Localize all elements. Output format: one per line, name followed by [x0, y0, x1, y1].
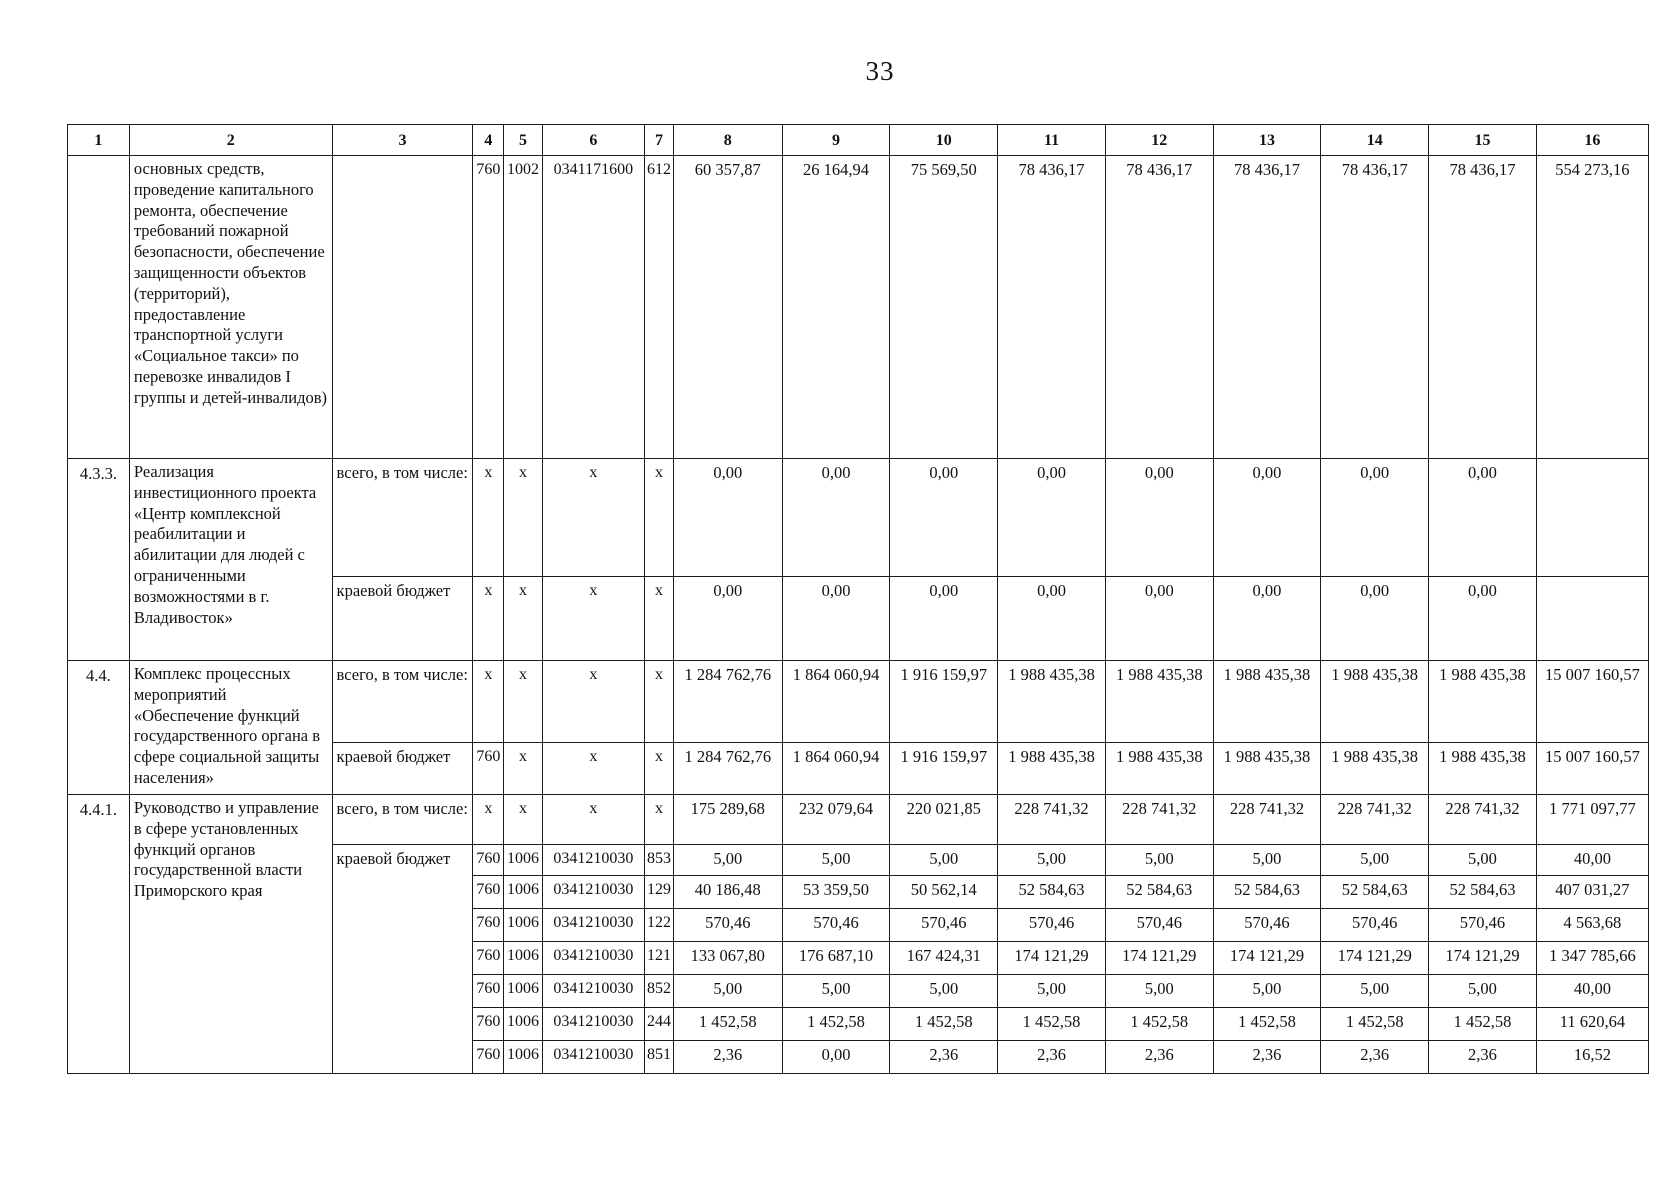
column-number: 4 [473, 125, 504, 156]
value-cell: 52 584,63 [1321, 876, 1429, 909]
value-cell: 0,00 [1213, 577, 1321, 661]
code-target: 0341210030 [542, 876, 644, 909]
value-cell: 167 424,31 [890, 942, 998, 975]
column-number: 8 [673, 125, 782, 156]
code-section: 1006 [504, 909, 542, 942]
code-grbs: 760 [473, 876, 504, 909]
value-cell: 0,00 [998, 577, 1106, 661]
value-cell: 570,46 [782, 909, 890, 942]
table-row [68, 795, 1649, 845]
value-cell: 1 988 435,38 [1429, 661, 1537, 743]
page-number: 33 [865, 56, 895, 86]
value-cell: 228 741,32 [1429, 795, 1537, 845]
value-cell: 2,36 [1429, 1041, 1537, 1074]
value-cell: 570,46 [673, 909, 782, 942]
value-total [1536, 577, 1648, 661]
value-cell: 133 067,80 [673, 942, 782, 975]
value-cell: 5,00 [1321, 845, 1429, 876]
value-cell: 228 741,32 [998, 795, 1106, 845]
value-cell: 570,46 [998, 909, 1106, 942]
table-row [68, 661, 1649, 743]
value-cell: 78 436,17 [1321, 156, 1429, 459]
value-cell: 2,36 [998, 1041, 1106, 1074]
value-cell: 60 357,87 [673, 156, 782, 459]
code-expense-type: x [645, 577, 674, 661]
value-cell: 1 284 762,76 [673, 743, 782, 795]
value-cell: 5,00 [890, 975, 998, 1008]
value-cell: 5,00 [673, 975, 782, 1008]
row-index: 4.3.3. [68, 459, 130, 661]
table-row [68, 156, 1649, 459]
code-grbs: 760 [473, 975, 504, 1008]
value-cell: 53 359,50 [782, 876, 890, 909]
value-cell: 1 988 435,38 [1321, 661, 1429, 743]
value-cell: 1 864 060,94 [782, 743, 890, 795]
code-section: x [504, 743, 542, 795]
funding-source: краевой бюджет [332, 845, 473, 1074]
value-cell: 5,00 [998, 975, 1106, 1008]
value-total [1536, 459, 1648, 577]
value-cell: 1 452,58 [998, 1008, 1106, 1041]
value-cell: 1 452,58 [1105, 1008, 1213, 1041]
code-grbs: 760 [473, 156, 504, 459]
value-cell: 174 121,29 [1321, 942, 1429, 975]
value-cell: 1 916 159,97 [890, 661, 998, 743]
row-name: Руководство и управление в сфере установленных функций органов государственной власти Приморского края [129, 795, 332, 1074]
code-grbs: 760 [473, 1008, 504, 1041]
column-number: 9 [782, 125, 890, 156]
value-cell: 0,00 [673, 459, 782, 577]
value-cell: 0,00 [998, 459, 1106, 577]
code-section: 1006 [504, 876, 542, 909]
value-total: 40,00 [1536, 845, 1648, 876]
code-target: x [542, 795, 644, 845]
value-cell: 0,00 [1105, 577, 1213, 661]
value-cell: 1 284 762,76 [673, 661, 782, 743]
code-expense-type: 612 [645, 156, 674, 459]
code-target: 0341171600 [542, 156, 644, 459]
value-cell: 5,00 [1105, 845, 1213, 876]
value-cell: 0,00 [890, 459, 998, 577]
code-expense-type: x [645, 459, 674, 577]
value-cell: 5,00 [1429, 845, 1537, 876]
row-name: Реализация инвестиционного проекта «Центр комплексной реабилитации и абилитации для людей с ограниченными возможностями в г. Владивосток» [129, 459, 332, 661]
code-target: 0341210030 [542, 1008, 644, 1041]
column-number: 11 [998, 125, 1106, 156]
value-cell: 228 741,32 [1105, 795, 1213, 845]
value-cell: 40 186,48 [673, 876, 782, 909]
value-cell: 78 436,17 [1429, 156, 1537, 459]
column-number: 3 [332, 125, 473, 156]
row-index [68, 156, 130, 459]
code-grbs: x [473, 577, 504, 661]
value-cell: 228 741,32 [1213, 795, 1321, 845]
code-grbs: 760 [473, 942, 504, 975]
column-number: 10 [890, 125, 998, 156]
code-section: 1006 [504, 1041, 542, 1074]
value-total: 1 771 097,77 [1536, 795, 1648, 845]
value-cell: 52 584,63 [1213, 876, 1321, 909]
row-name: Комплекс процессных мероприятий «Обеспечение функций государственного органа в сфере социальной защиты населения» [129, 661, 332, 795]
value-cell: 1 452,58 [782, 1008, 890, 1041]
value-cell: 570,46 [1105, 909, 1213, 942]
value-cell: 1 988 435,38 [1105, 743, 1213, 795]
code-grbs: x [473, 661, 504, 743]
code-section: 1006 [504, 942, 542, 975]
code-target: 0341210030 [542, 1041, 644, 1074]
code-section: x [504, 661, 542, 743]
code-expense-type: x [645, 661, 674, 743]
code-expense-type: 122 [645, 909, 674, 942]
value-cell: 78 436,17 [1105, 156, 1213, 459]
value-cell: 0,00 [782, 459, 890, 577]
funding-source [332, 156, 473, 459]
value-cell: 175 289,68 [673, 795, 782, 845]
code-target: 0341210030 [542, 845, 644, 876]
code-section: 1006 [504, 845, 542, 876]
code-target: 0341210030 [542, 975, 644, 1008]
value-cell: 1 452,58 [1429, 1008, 1537, 1041]
value-cell: 0,00 [1105, 459, 1213, 577]
value-total: 16,52 [1536, 1041, 1648, 1074]
column-number: 1 [68, 125, 130, 156]
code-grbs: x [473, 459, 504, 577]
funding-source: всего, в том числе: [332, 459, 473, 577]
value-cell: 570,46 [1429, 909, 1537, 942]
row-index: 4.4. [68, 661, 130, 795]
funding-source: всего, в том числе: [332, 661, 473, 743]
column-number: 5 [504, 125, 542, 156]
value-cell: 5,00 [782, 975, 890, 1008]
value-cell: 75 569,50 [890, 156, 998, 459]
code-target: x [542, 459, 644, 577]
budget-table [67, 124, 1649, 1074]
value-cell: 5,00 [673, 845, 782, 876]
value-cell: 174 121,29 [998, 942, 1106, 975]
value-cell: 2,36 [890, 1041, 998, 1074]
value-cell: 5,00 [998, 845, 1106, 876]
value-cell: 570,46 [1213, 909, 1321, 942]
value-total: 4 563,68 [1536, 909, 1648, 942]
value-total: 1 347 785,66 [1536, 942, 1648, 975]
value-cell: 5,00 [1213, 845, 1321, 876]
value-cell: 26 164,94 [782, 156, 890, 459]
code-expense-type: 121 [645, 942, 674, 975]
column-number: 16 [1536, 125, 1648, 156]
value-cell: 228 741,32 [1321, 795, 1429, 845]
code-grbs: 760 [473, 909, 504, 942]
value-cell: 220 021,85 [890, 795, 998, 845]
value-cell: 52 584,63 [1429, 876, 1537, 909]
column-number: 2 [129, 125, 332, 156]
code-target: 0341210030 [542, 942, 644, 975]
value-cell: 1 988 435,38 [998, 743, 1106, 795]
value-cell: 174 121,29 [1213, 942, 1321, 975]
code-grbs: 760 [473, 845, 504, 876]
value-cell: 0,00 [673, 577, 782, 661]
value-cell: 5,00 [1429, 975, 1537, 1008]
value-cell: 5,00 [1321, 975, 1429, 1008]
table-row [68, 459, 1649, 577]
value-cell: 1 988 435,38 [1213, 661, 1321, 743]
code-section: x [504, 795, 542, 845]
code-section: 1006 [504, 1008, 542, 1041]
value-cell: 0,00 [1429, 577, 1537, 661]
value-cell: 5,00 [782, 845, 890, 876]
value-cell: 78 436,17 [1213, 156, 1321, 459]
code-section: 1006 [504, 975, 542, 1008]
code-section: x [504, 577, 542, 661]
code-expense-type: 244 [645, 1008, 674, 1041]
value-cell: 1 988 435,38 [1321, 743, 1429, 795]
value-cell: 0,00 [1213, 459, 1321, 577]
value-cell: 1 988 435,38 [1213, 743, 1321, 795]
column-number: 14 [1321, 125, 1429, 156]
value-cell: 0,00 [782, 1041, 890, 1074]
value-cell: 0,00 [1321, 459, 1429, 577]
row-index: 4.4.1. [68, 795, 130, 1074]
value-cell: 1 988 435,38 [1429, 743, 1537, 795]
value-cell: 52 584,63 [1105, 876, 1213, 909]
value-total: 554 273,16 [1536, 156, 1648, 459]
code-expense-type: 129 [645, 876, 674, 909]
code-grbs: x [473, 795, 504, 845]
value-cell: 78 436,17 [998, 156, 1106, 459]
column-number-row [68, 125, 1649, 156]
value-cell: 1 452,58 [890, 1008, 998, 1041]
value-cell: 174 121,29 [1105, 942, 1213, 975]
funding-source: краевой бюджет [332, 577, 473, 661]
code-target: 0341210030 [542, 909, 644, 942]
funding-source: всего, в том числе: [332, 795, 473, 845]
value-cell: 2,36 [1213, 1041, 1321, 1074]
value-cell: 5,00 [1105, 975, 1213, 1008]
code-section: 1002 [504, 156, 542, 459]
value-total: 407 031,27 [1536, 876, 1648, 909]
value-total: 15 007 160,57 [1536, 743, 1648, 795]
row-name: основных средств, проведение капитального ремонта, обеспечение требований пожарной безопасности, обеспечение защищенности объектов (территорий), предоставление транспортной услуги «Социальное такси» по перевозке инвалидов I группы и детей-инвалидов) [129, 156, 332, 459]
value-cell: 1 916 159,97 [890, 743, 998, 795]
value-cell: 232 079,64 [782, 795, 890, 845]
value-cell: 2,36 [1321, 1041, 1429, 1074]
column-number: 13 [1213, 125, 1321, 156]
value-cell: 2,36 [1105, 1041, 1213, 1074]
code-expense-type: x [645, 795, 674, 845]
value-cell: 1 988 435,38 [1105, 661, 1213, 743]
value-cell: 0,00 [1429, 459, 1537, 577]
value-total: 11 620,64 [1536, 1008, 1648, 1041]
column-number: 7 [645, 125, 674, 156]
value-cell: 52 584,63 [998, 876, 1106, 909]
code-target: x [542, 577, 644, 661]
code-expense-type: 852 [645, 975, 674, 1008]
value-cell: 1 452,58 [1321, 1008, 1429, 1041]
code-expense-type: 851 [645, 1041, 674, 1074]
column-number: 6 [542, 125, 644, 156]
funding-source: краевой бюджет [332, 743, 473, 795]
value-cell: 176 687,10 [782, 942, 890, 975]
value-cell: 1 452,58 [1213, 1008, 1321, 1041]
value-cell: 0,00 [890, 577, 998, 661]
column-number: 12 [1105, 125, 1213, 156]
code-grbs: 760 [473, 1041, 504, 1074]
code-expense-type: 853 [645, 845, 674, 876]
code-target: x [542, 661, 644, 743]
code-section: x [504, 459, 542, 577]
code-grbs: 760 [473, 743, 504, 795]
value-cell: 570,46 [1321, 909, 1429, 942]
value-total: 15 007 160,57 [1536, 661, 1648, 743]
value-cell: 0,00 [782, 577, 890, 661]
value-cell: 174 121,29 [1429, 942, 1537, 975]
value-cell: 50 562,14 [890, 876, 998, 909]
value-cell: 570,46 [890, 909, 998, 942]
value-cell: 1 864 060,94 [782, 661, 890, 743]
value-cell: 0,00 [1321, 577, 1429, 661]
value-cell: 5,00 [1213, 975, 1321, 1008]
value-cell: 1 452,58 [673, 1008, 782, 1041]
value-cell: 2,36 [673, 1041, 782, 1074]
column-number: 15 [1429, 125, 1537, 156]
code-expense-type: x [645, 743, 674, 795]
value-total: 40,00 [1536, 975, 1648, 1008]
value-cell: 1 988 435,38 [998, 661, 1106, 743]
code-target: x [542, 743, 644, 795]
value-cell: 5,00 [890, 845, 998, 876]
